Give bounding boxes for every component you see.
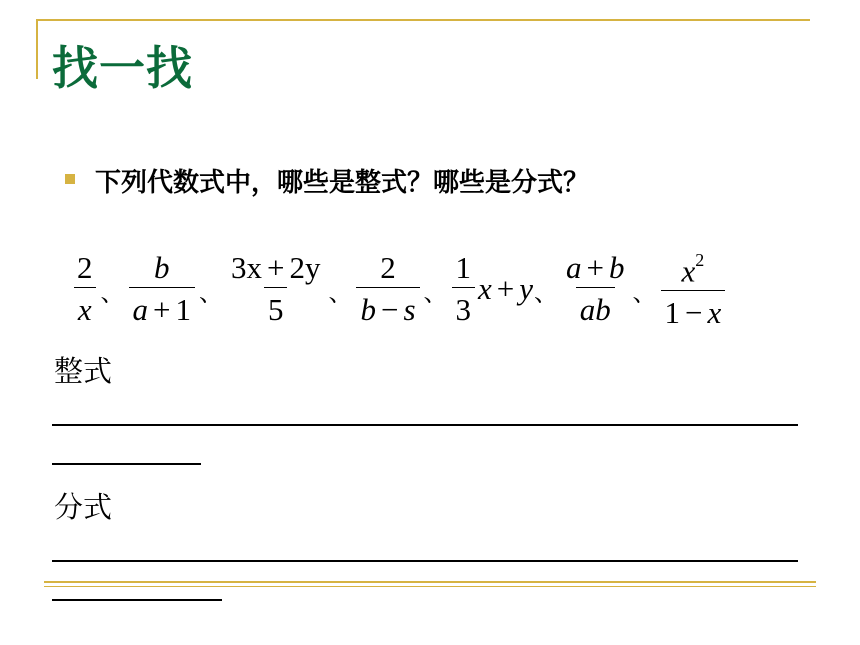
fraction-3 <box>227 250 324 328</box>
fraction-2-numerator: b <box>153 249 170 285</box>
variable-b: b <box>360 291 376 327</box>
fraction-answer-line-1 <box>52 560 798 562</box>
fraction-4-denominator <box>356 287 419 328</box>
plus-operator: + <box>153 291 171 327</box>
fraction-3-numerator <box>227 250 324 287</box>
term-2y: 2y <box>289 249 321 285</box>
fraction-label: 分式 <box>54 490 113 524</box>
constant-1: 1 <box>175 291 191 327</box>
term-3x: 3x <box>230 249 262 285</box>
variable-x: x <box>707 295 722 331</box>
bottom-rule <box>44 581 816 583</box>
separator: 、 <box>100 281 125 308</box>
fraction-5 <box>452 250 476 328</box>
fraction-4 <box>356 250 419 328</box>
separator: 、 <box>632 281 657 308</box>
minus-operator: − <box>380 291 399 327</box>
minus-operator: − <box>685 295 703 331</box>
top-rule <box>36 19 810 21</box>
separator: 、 <box>534 281 559 308</box>
exponent: 2 <box>695 250 705 270</box>
left-rule <box>36 19 38 79</box>
expression-5-tail <box>478 271 533 307</box>
separator: 、 <box>328 281 353 308</box>
fraction-1-denominator: x <box>74 287 96 328</box>
bullet-square-icon <box>65 174 75 184</box>
fraction-2-denominator <box>129 287 195 328</box>
fraction-7-denominator <box>661 290 726 331</box>
separator: 、 <box>198 281 223 308</box>
fraction-6-numerator <box>562 250 628 287</box>
fraction-2 <box>129 250 195 328</box>
fraction-6 <box>562 250 628 328</box>
variable-a: a <box>132 291 148 327</box>
variable-s: s <box>403 291 416 327</box>
bottom-rule-thin <box>44 586 816 587</box>
variable-a: a <box>566 249 582 285</box>
expression-list <box>70 246 728 331</box>
fraction-3-denominator: 5 <box>264 287 288 328</box>
variable-b: b <box>609 249 625 285</box>
polynomial-answer-line-2 <box>52 463 201 465</box>
slide-title: 找一找 <box>52 41 193 95</box>
separator: 、 <box>423 281 448 308</box>
fraction-1 <box>73 250 97 328</box>
constant-1: 1 <box>664 295 681 331</box>
variable-y: y <box>519 270 534 306</box>
plus-operator: + <box>586 249 605 285</box>
fraction-4-numerator: 2 <box>380 249 396 285</box>
variable-x: x <box>681 253 696 289</box>
fraction-answer-line-2 <box>52 599 222 601</box>
variable-x: x <box>478 270 492 306</box>
plus-operator: + <box>496 270 515 306</box>
plus-operator: + <box>266 249 285 285</box>
fraction-5-numerator: 1 <box>455 249 472 285</box>
fraction-5-denominator: 3 <box>452 287 476 328</box>
polynomial-label: 整式 <box>54 354 113 388</box>
fraction-6-denominator: ab <box>576 287 615 328</box>
fraction-7 <box>661 246 726 331</box>
fraction-7-numerator <box>678 246 709 290</box>
polynomial-answer-line-1 <box>52 424 798 426</box>
fraction-1-numerator: 2 <box>77 249 93 285</box>
question-text: 下列代数式中，哪些是整式？哪些是分式？ <box>95 168 590 198</box>
